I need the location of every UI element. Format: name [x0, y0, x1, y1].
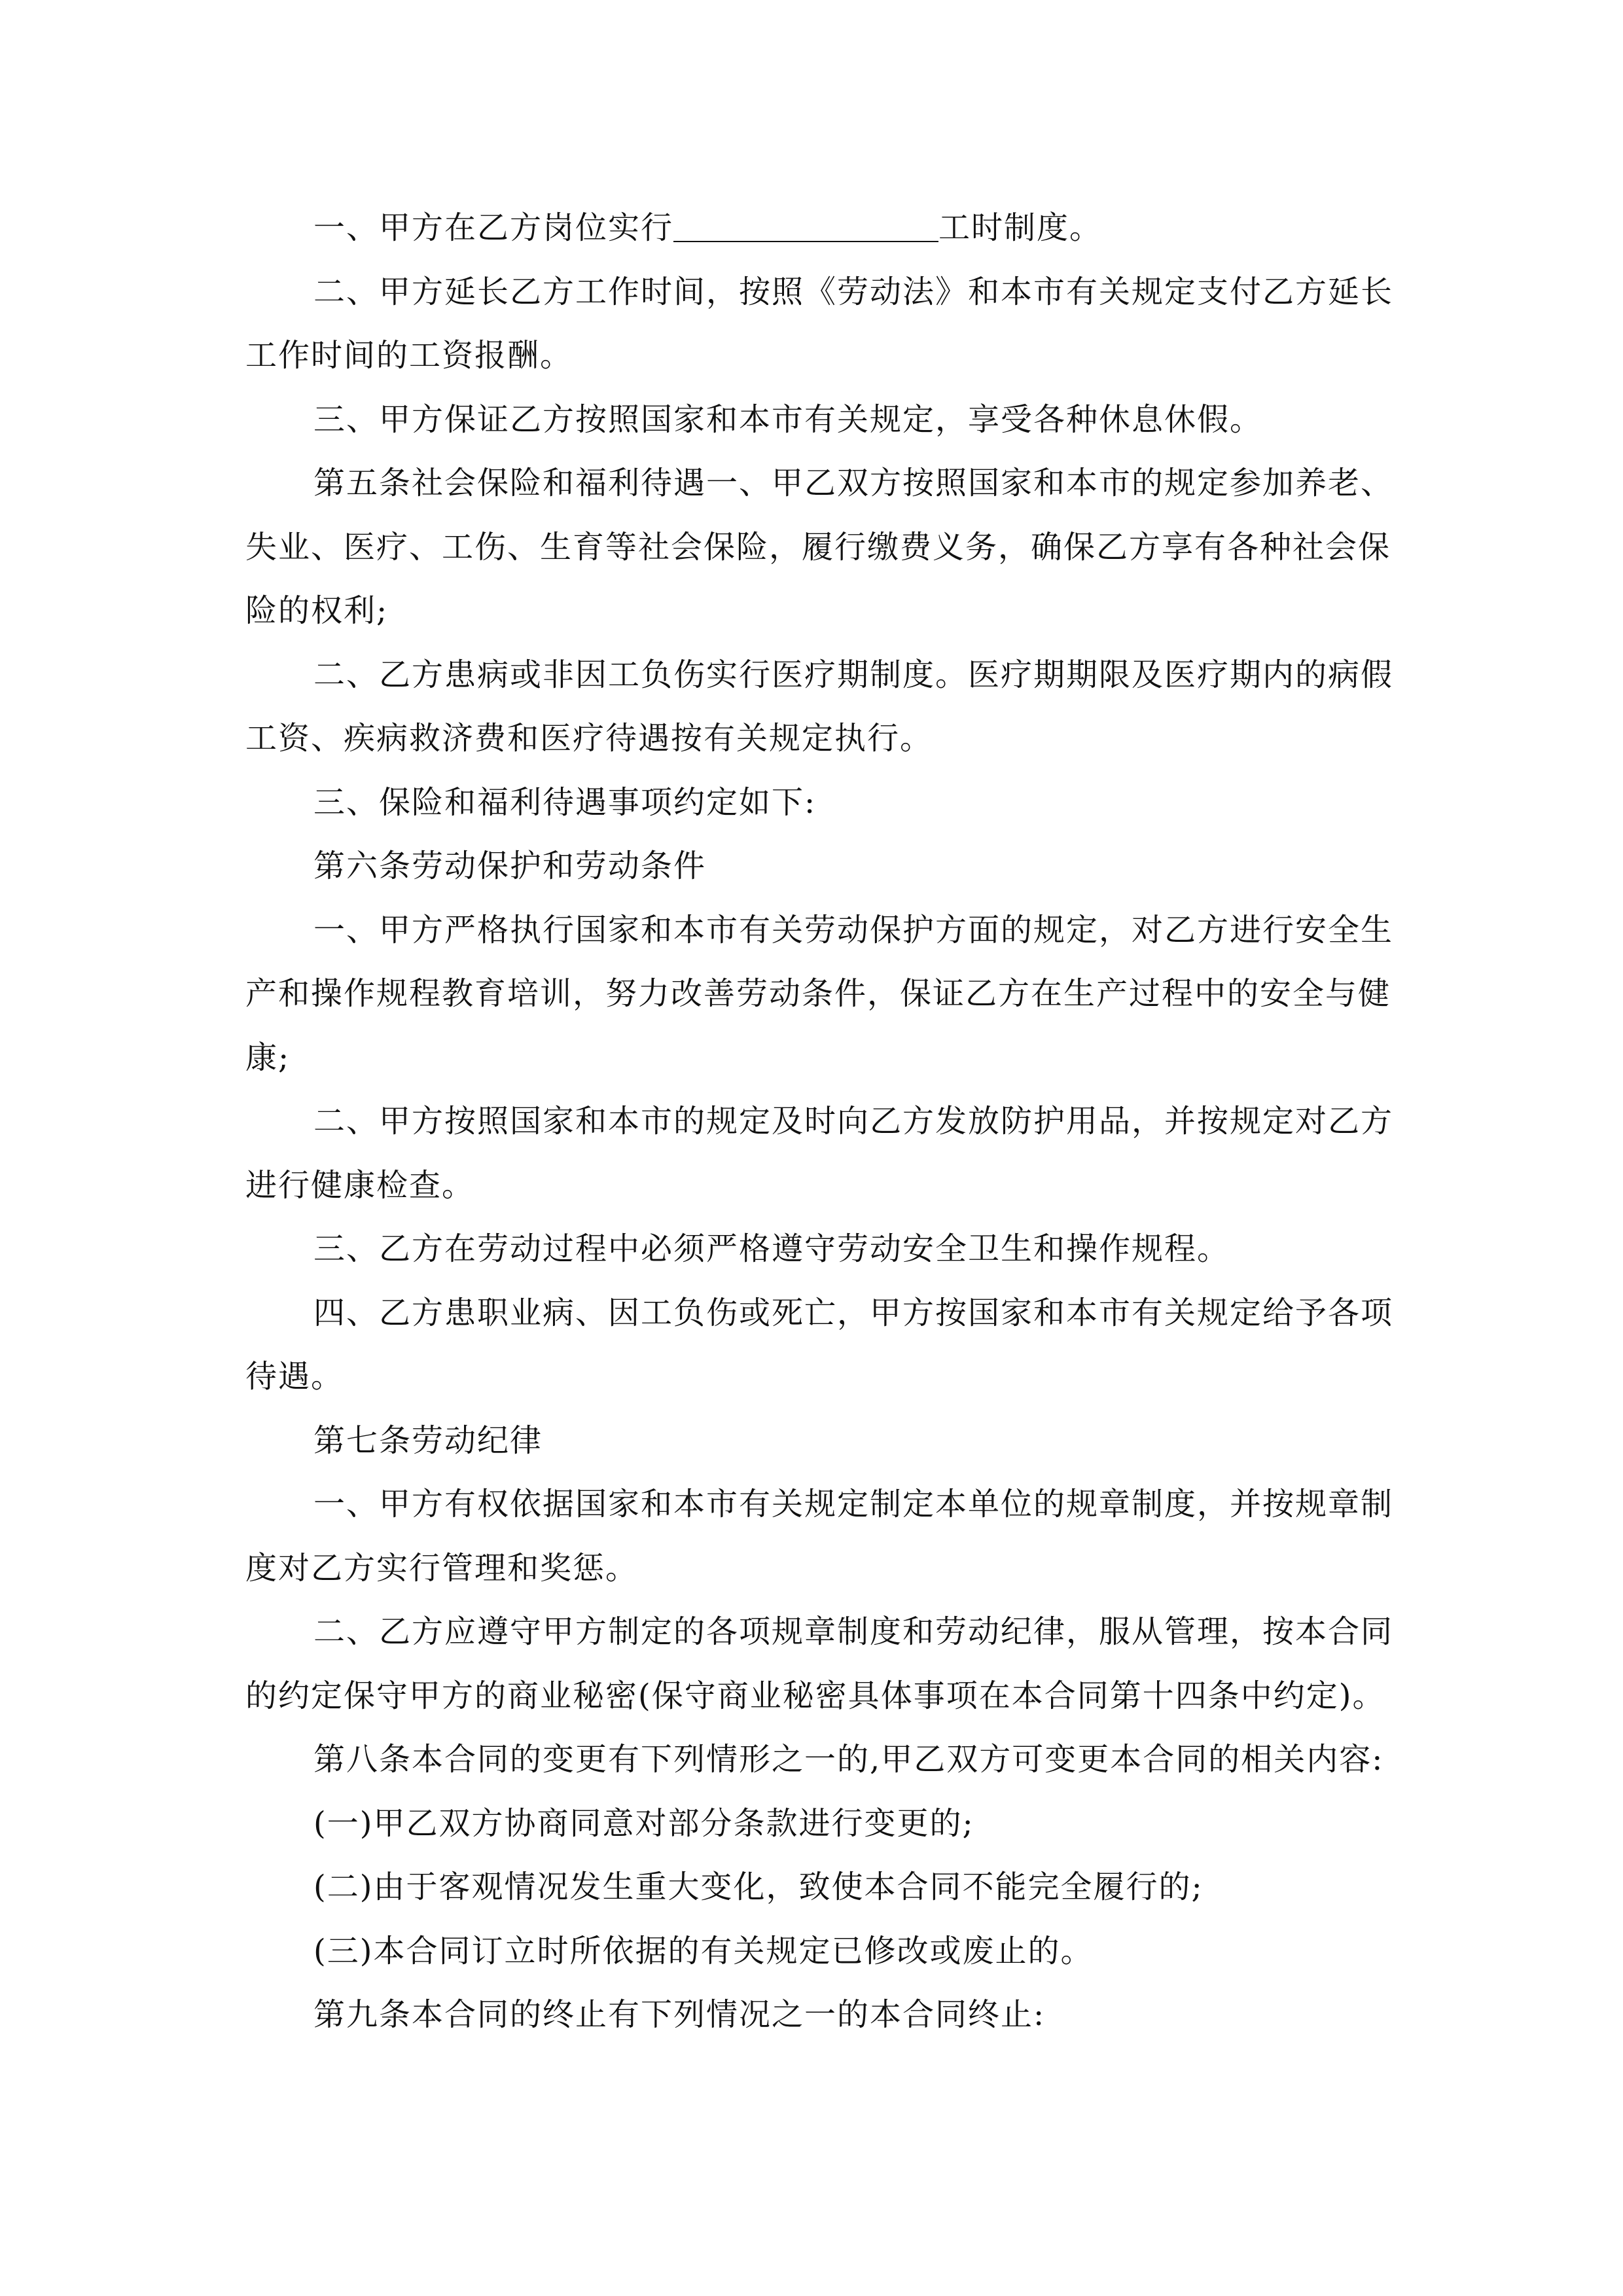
document-line: (二)由于客观情况发生重大变化，致使本合同不能完全履行的; [313, 1869, 1204, 1905]
working-hours-blank [673, 202, 938, 242]
document-line: 工作时间的工资报酬。 [245, 337, 573, 374]
document-line: 三、乙方在劳动过程中必须严格遵守劳动安全卫生和操作规程。 [313, 1230, 1230, 1267]
document-line: 二、甲方延长乙方工作时间，按照《劳动法》和本市有关规定支付乙方延长 [313, 273, 1394, 310]
working-hours-line [245, 196, 1384, 260]
document-line: 第六条劳动保护和劳动条件 [313, 848, 707, 884]
document-line: 一、甲方严格执行国家和本市有关劳动保护方面的规定，对乙方进行安全生 [313, 911, 1394, 948]
document-line: 产和操作规程教育培训，努力改善劳动条件，保证乙方在生产过程中的安全与健 [245, 975, 1391, 1012]
document-line: 四、乙方患职业病、因工负伤或死亡，甲方按国家和本市有关规定给予各项 [313, 1294, 1394, 1331]
document-line: 第五条社会保险和福利待遇一、甲乙双方按照国家和本市的规定参加养老、 [313, 465, 1394, 501]
document-line: (三)本合同订立时所依据的有关规定已修改或废止的。 [313, 1932, 1094, 1969]
working-hours-text-before: 一、甲方在乙方岗位实行 [313, 209, 674, 246]
document-line: 险的权利; [245, 592, 389, 629]
document-line: 二、乙方应遵守甲方制定的各项规章制度和劳动纪律，服从管理，按本合同 [313, 1613, 1394, 1650]
document-line: (一)甲乙双方协商同意对部分条款进行变更的; [313, 1804, 974, 1842]
document-line: 三、甲方保证乙方按照国家和本市有关规定，享受各种休息休假。 [313, 401, 1263, 438]
document-line: 第九条本合同的终止有下列情况之一的本合同终止: [313, 1996, 1046, 2033]
document-line: 第八条本合同的变更有下列情形之一的,甲乙双方可变更本合同的相关内容: [313, 1741, 1384, 1778]
document-line: 工资、疾病救济费和医疗待遇按有关规定执行。 [245, 720, 933, 757]
document-line: 第七条劳动纪律 [313, 1422, 543, 1459]
document-line: 待遇。 [245, 1358, 344, 1395]
document-line: 二、甲方按照国家和本市的规定及时向乙方发放防护用品，并按规定对乙方 [313, 1103, 1394, 1139]
document-line: 一、甲方有权依据国家和本市有关规定制定本单位的规章制度，并按规章制 [313, 1486, 1394, 1522]
document-line: 康; [245, 1039, 291, 1076]
document-body [245, 196, 1394, 2047]
document-line: 进行健康检查。 [245, 1166, 475, 1204]
document-line: 二、乙方患病或非因工负伤实行医疗期制度。医疗期期限及医疗期内的病假 [313, 656, 1394, 693]
document-line: 三、保险和福利待遇事项约定如下: [313, 783, 817, 821]
working-hours-text-after: 工时制度。 [938, 209, 1103, 246]
document-line: 度对乙方实行管理和奖惩。 [245, 1549, 639, 1587]
document-line: 的约定保守甲方的商业秘密(保守商业秘密具体事项在本合同第十四条中约定)。 [245, 1677, 1385, 1714]
document-line: 失业、医疗、工伤、生育等社会保险，履行缴费义务，确保乙方享有各种社会保 [245, 528, 1391, 565]
